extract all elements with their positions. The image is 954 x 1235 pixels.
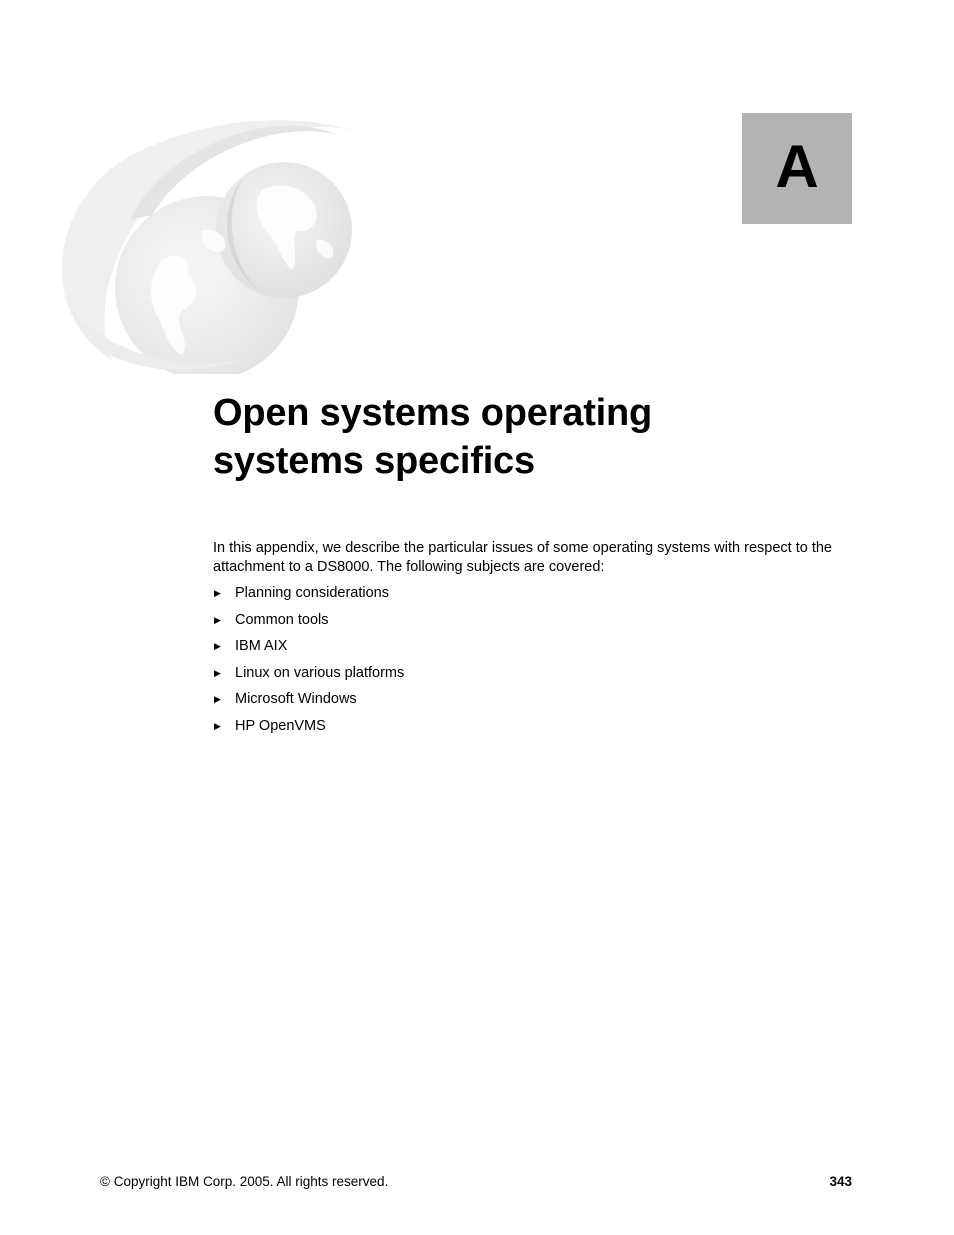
list-item: [213, 637, 404, 664]
page-title-line-2: systems specifics: [213, 440, 535, 482]
list-item: [213, 690, 404, 717]
copyright-notice: © Copyright IBM Corp. 2005. All rights reserved.: [100, 1174, 389, 1189]
bullet-triangle-icon: ▶: [214, 588, 221, 598]
bullet-triangle-icon: ▶: [214, 720, 221, 731]
bullet-triangle-icon: ▶: [214, 694, 221, 705]
globe-swirl-graphic: [52, 110, 378, 374]
page-number: 343: [829, 1174, 852, 1189]
list-item-label: Common tools: [235, 611, 329, 628]
page-title: [213, 389, 853, 485]
list-item-label: HP OpenVMS: [235, 717, 326, 734]
list-item: [213, 584, 404, 611]
bullet-triangle-icon: ▶: [214, 614, 221, 625]
intro-paragraph: In this appendix, we describe the particular issues of some operating systems with respect to the attachment to a DS8000. The following subjects are covered:: [213, 540, 832, 575]
list-item: [213, 611, 404, 638]
appendix-badge: [742, 113, 852, 224]
appendix-letter: A: [775, 132, 819, 200]
topic-list: [213, 584, 404, 744]
list-item-label: Planning considerations: [235, 585, 389, 601]
list-item-label: Microsoft Windows: [235, 691, 357, 708]
list-item-label: Linux on various platforms: [235, 664, 405, 681]
page-title-line-1: Open systems operating: [213, 392, 653, 434]
list-item: [213, 717, 404, 744]
bullet-triangle-icon: ▶: [214, 641, 221, 652]
bullet-triangle-icon: ▶: [214, 667, 221, 678]
list-item: [213, 664, 404, 691]
list-item-label: IBM AIX: [235, 638, 288, 655]
